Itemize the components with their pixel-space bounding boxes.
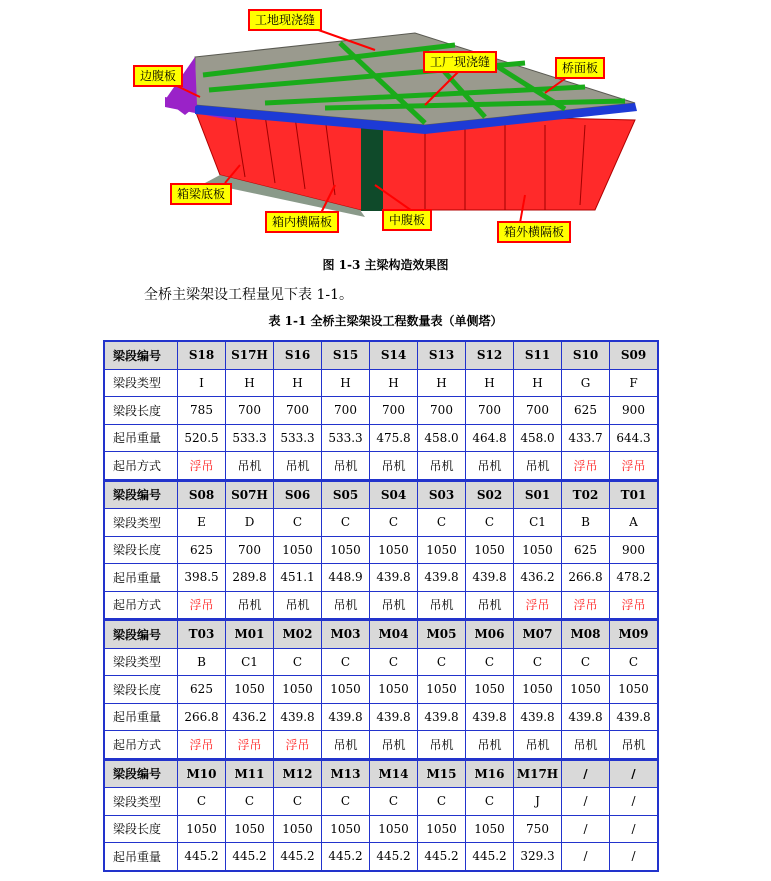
callout-middle-web: 中腹板	[382, 209, 432, 231]
callout-inner-diaphragm: 箱内横隔板	[265, 211, 339, 233]
callout-side-web: 边腹板	[133, 65, 183, 87]
table-cell: S14	[370, 341, 418, 369]
table-row	[104, 564, 658, 592]
table-cell: 439.8	[370, 703, 418, 731]
table-header-row	[104, 759, 658, 788]
table-cell: 浮吊	[178, 591, 226, 620]
table-cell: 吊机	[514, 452, 562, 481]
table-cell: 900	[610, 536, 659, 564]
table-row	[104, 676, 658, 704]
table-cell: G	[562, 369, 610, 397]
table-cell: 436.2	[226, 703, 274, 731]
table-cell: 浮吊	[226, 731, 274, 760]
table-cell: 1050	[370, 536, 418, 564]
table-cell: C	[418, 648, 466, 676]
table-cell: M03	[322, 620, 370, 649]
table-cell: C	[322, 648, 370, 676]
table-cell: 吊机	[226, 591, 274, 620]
row-label: 梁段编号	[104, 480, 178, 509]
table-cell: M01	[226, 620, 274, 649]
table-cell: 445.2	[322, 843, 370, 871]
table-cell: 445.2	[418, 843, 466, 871]
table-cell: T03	[178, 620, 226, 649]
table-cell: S10	[562, 341, 610, 369]
table-caption: 表 1-1 全桥主梁架设工程数量表（单侧塔）	[268, 314, 503, 328]
table-cell: S12	[466, 341, 514, 369]
table-cell: S01	[514, 480, 562, 509]
row-label: 起吊重量	[104, 843, 178, 871]
table-cell: M06	[466, 620, 514, 649]
table-cell: /	[610, 843, 659, 871]
table-cell: 625	[562, 536, 610, 564]
table-cell: /	[610, 759, 659, 788]
table-cell: 1050	[274, 676, 322, 704]
table-cell: 1050	[226, 676, 274, 704]
table-cell: H	[514, 369, 562, 397]
table-cell: 吊机	[466, 731, 514, 760]
table-cell: 吊机	[418, 731, 466, 760]
callout-outer-diaphragm: 箱外横隔板	[497, 221, 571, 243]
table-cell: /	[562, 815, 610, 843]
table-cell: 吊机	[274, 452, 322, 481]
table-cell: 浮吊	[178, 452, 226, 481]
table-row	[104, 452, 658, 481]
table-cell: S04	[370, 480, 418, 509]
table-cell: 445.2	[370, 843, 418, 871]
table-cell: H	[226, 369, 274, 397]
table-row	[104, 509, 658, 537]
table-cell: 吊机	[610, 731, 659, 760]
table-cell: 458.0	[514, 424, 562, 452]
table-cell: M13	[322, 759, 370, 788]
table-cell: M17H	[514, 759, 562, 788]
table-cell: H	[418, 369, 466, 397]
callout-deck: 桥面板	[555, 57, 605, 79]
table-cell: 吊机	[322, 591, 370, 620]
table-cell: 785	[178, 397, 226, 425]
table-cell: 吊机	[562, 731, 610, 760]
table-cell: C	[370, 648, 418, 676]
table-cell: C1	[514, 509, 562, 537]
row-label: 起吊重量	[104, 424, 178, 452]
table-cell: 浮吊	[562, 591, 610, 620]
table-cell: C	[466, 788, 514, 816]
table-cell: S15	[322, 341, 370, 369]
table-cell: S07H	[226, 480, 274, 509]
table-cell: 1050	[562, 676, 610, 704]
row-label: 起吊重量	[104, 703, 178, 731]
table-cell: C	[178, 788, 226, 816]
row-label: 梁段类型	[104, 648, 178, 676]
table-cell: M15	[418, 759, 466, 788]
table-cell: 1050	[514, 536, 562, 564]
table-cell: 1050	[514, 676, 562, 704]
table-cell: M11	[226, 759, 274, 788]
row-label: 起吊方式	[104, 452, 178, 481]
table-cell: /	[610, 815, 659, 843]
table-cell: M02	[274, 620, 322, 649]
table-cell: M10	[178, 759, 226, 788]
table-cell: 1050	[418, 536, 466, 564]
table-cell: M12	[274, 759, 322, 788]
body-paragraph: 全桥主梁架设工程量见下表 1-1。	[144, 287, 353, 303]
table-cell: 浮吊	[274, 731, 322, 760]
table-cell: B	[562, 509, 610, 537]
table-cell: C	[322, 788, 370, 816]
row-label: 梁段编号	[104, 341, 178, 369]
table-cell: 520.5	[178, 424, 226, 452]
table-cell: M09	[610, 620, 659, 649]
row-label: 梁段长度	[104, 536, 178, 564]
table-cell: T02	[562, 480, 610, 509]
row-label: 起吊方式	[104, 731, 178, 760]
table-row	[104, 424, 658, 452]
table-cell: 1050	[322, 815, 370, 843]
table-cell: 吊机	[322, 452, 370, 481]
table-cell: 475.8	[370, 424, 418, 452]
table-cell: 吊机	[370, 591, 418, 620]
table-cell: 445.2	[274, 843, 322, 871]
table-cell: 439.8	[466, 703, 514, 731]
table-cell: 439.8	[466, 564, 514, 592]
table-header-row	[104, 341, 658, 369]
table-cell: 1050	[466, 676, 514, 704]
table-cell: 625	[178, 536, 226, 564]
table-cell: I	[178, 369, 226, 397]
table-cell: C	[466, 648, 514, 676]
table-cell: 浮吊	[178, 731, 226, 760]
row-label: 梁段类型	[104, 369, 178, 397]
table-cell: /	[562, 843, 610, 871]
table-cell: 900	[610, 397, 659, 425]
table-cell: C	[466, 509, 514, 537]
table-cell: 1050	[610, 676, 659, 704]
row-label: 起吊重量	[104, 564, 178, 592]
table-cell: 吊机	[322, 731, 370, 760]
callout-factory-joint: 工厂现浇缝	[423, 51, 497, 73]
table-cell: S08	[178, 480, 226, 509]
table-cell: 533.3	[322, 424, 370, 452]
table-row	[104, 703, 658, 731]
table-cell: H	[370, 369, 418, 397]
row-label: 梁段长度	[104, 397, 178, 425]
table-cell: /	[610, 788, 659, 816]
table-cell: 700	[226, 536, 274, 564]
table-cell: S02	[466, 480, 514, 509]
table-cell: 625	[178, 676, 226, 704]
table-cell: B	[178, 648, 226, 676]
table-cell: 433.7	[562, 424, 610, 452]
table-cell: C	[370, 509, 418, 537]
table-row	[104, 397, 658, 425]
table-cell: 445.2	[466, 843, 514, 871]
girder-quantity-table	[103, 340, 659, 872]
table-cell: S03	[418, 480, 466, 509]
row-label: 梁段长度	[104, 815, 178, 843]
table-cell: 266.8	[562, 564, 610, 592]
table-cell: M08	[562, 620, 610, 649]
table-row	[104, 788, 658, 816]
table-cell: S09	[610, 341, 659, 369]
table-cell: 445.2	[178, 843, 226, 871]
table-cell: 1050	[370, 815, 418, 843]
table-cell: 浮吊	[562, 452, 610, 481]
table-cell: C	[322, 509, 370, 537]
table-cell: 吊机	[466, 591, 514, 620]
table-cell: 1050	[322, 536, 370, 564]
row-label: 梁段长度	[104, 676, 178, 704]
table-cell: M04	[370, 620, 418, 649]
table-cell: 439.8	[562, 703, 610, 731]
table-cell: F	[610, 369, 659, 397]
table-cell: 吊机	[274, 591, 322, 620]
table-row	[104, 815, 658, 843]
table-cell: 451.1	[274, 564, 322, 592]
table-cell: M14	[370, 759, 418, 788]
table-row	[104, 843, 658, 871]
row-label: 起吊方式	[104, 591, 178, 620]
table-cell: 700	[418, 397, 466, 425]
table-cell: 1050	[274, 536, 322, 564]
table-cell: 436.2	[514, 564, 562, 592]
table-header-row	[104, 480, 658, 509]
table-cell: H	[466, 369, 514, 397]
girder-structure-figure	[125, 5, 645, 248]
callout-box-bottom: 箱梁底板	[170, 183, 232, 205]
table-cell: M05	[418, 620, 466, 649]
table-cell: 吊机	[370, 452, 418, 481]
figure-caption: 图 1-3 主梁构造效果图	[322, 258, 449, 272]
callout-site-joint: 工地现浇缝	[248, 9, 322, 31]
table-cell: 700	[466, 397, 514, 425]
table-cell: /	[562, 788, 610, 816]
table-cell: S06	[274, 480, 322, 509]
table-cell: C	[370, 788, 418, 816]
table-row	[104, 536, 658, 564]
table-cell: C	[274, 648, 322, 676]
table-cell: 439.8	[370, 564, 418, 592]
table-cell: 700	[514, 397, 562, 425]
table-cell: 439.8	[418, 703, 466, 731]
table-cell: 1050	[370, 676, 418, 704]
table-cell: 1050	[418, 815, 466, 843]
table-cell: 700	[322, 397, 370, 425]
table-cell: 625	[562, 397, 610, 425]
table-cell: 700	[370, 397, 418, 425]
middle-web-plate	[361, 123, 383, 211]
table-cell: 289.8	[226, 564, 274, 592]
table-cell: 439.8	[418, 564, 466, 592]
table-cell: 浮吊	[610, 452, 659, 481]
table-cell: C	[274, 788, 322, 816]
table-cell: /	[562, 759, 610, 788]
table-cell: 吊机	[514, 731, 562, 760]
table-cell: 750	[514, 815, 562, 843]
table-cell: 1050	[466, 815, 514, 843]
table-row	[104, 731, 658, 760]
table-cell: 533.3	[226, 424, 274, 452]
table-cell: C	[418, 509, 466, 537]
table-cell: 吊机	[226, 452, 274, 481]
table-cell: 吊机	[418, 591, 466, 620]
table-cell: 458.0	[418, 424, 466, 452]
table-row	[104, 648, 658, 676]
table-cell: 644.3	[610, 424, 659, 452]
table-cell: 1050	[322, 676, 370, 704]
table-cell: C	[418, 788, 466, 816]
table-cell: 700	[274, 397, 322, 425]
row-label: 梁段类型	[104, 509, 178, 537]
table-cell: C	[226, 788, 274, 816]
table-cell: S16	[274, 341, 322, 369]
table-cell: E	[178, 509, 226, 537]
table-cell: C	[274, 509, 322, 537]
table-cell: 448.9	[322, 564, 370, 592]
table-cell: 浮吊	[514, 591, 562, 620]
table-cell: S11	[514, 341, 562, 369]
table-header-row	[104, 620, 658, 649]
table-cell: H	[274, 369, 322, 397]
table-row	[104, 369, 658, 397]
table-cell: 439.8	[610, 703, 659, 731]
table-cell: 478.2	[610, 564, 659, 592]
table-cell: S13	[418, 341, 466, 369]
table-cell: 533.3	[274, 424, 322, 452]
row-label: 梁段编号	[104, 620, 178, 649]
table-cell: 398.5	[178, 564, 226, 592]
girder-quantity-table-wrap	[103, 340, 659, 872]
table-cell: 吊机	[370, 731, 418, 760]
table-cell: M16	[466, 759, 514, 788]
table-cell: C	[610, 648, 659, 676]
table-cell: 329.3	[514, 843, 562, 871]
table-cell: J	[514, 788, 562, 816]
table-cell: 吊机	[418, 452, 466, 481]
table-cell: C	[514, 648, 562, 676]
table-cell: S18	[178, 341, 226, 369]
table-cell: H	[322, 369, 370, 397]
table-cell: C	[562, 648, 610, 676]
table-cell: D	[226, 509, 274, 537]
table-cell: T01	[610, 480, 659, 509]
table-cell: 1050	[466, 536, 514, 564]
table-cell: 1050	[178, 815, 226, 843]
table-cell: 445.2	[226, 843, 274, 871]
table-cell: 439.8	[274, 703, 322, 731]
table-cell: 439.8	[322, 703, 370, 731]
table-cell: 439.8	[514, 703, 562, 731]
table-cell: 1050	[274, 815, 322, 843]
table-cell: 1050	[226, 815, 274, 843]
table-cell: 1050	[418, 676, 466, 704]
table-cell: 吊机	[466, 452, 514, 481]
table-cell: 464.8	[466, 424, 514, 452]
table-cell: A	[610, 509, 659, 537]
table-cell: 浮吊	[610, 591, 659, 620]
table-cell: S17H	[226, 341, 274, 369]
row-label: 梁段编号	[104, 759, 178, 788]
table-cell: S05	[322, 480, 370, 509]
table-row	[104, 591, 658, 620]
table-cell: 266.8	[178, 703, 226, 731]
table-cell: 700	[226, 397, 274, 425]
row-label: 梁段类型	[104, 788, 178, 816]
table-cell: C1	[226, 648, 274, 676]
table-cell: M07	[514, 620, 562, 649]
